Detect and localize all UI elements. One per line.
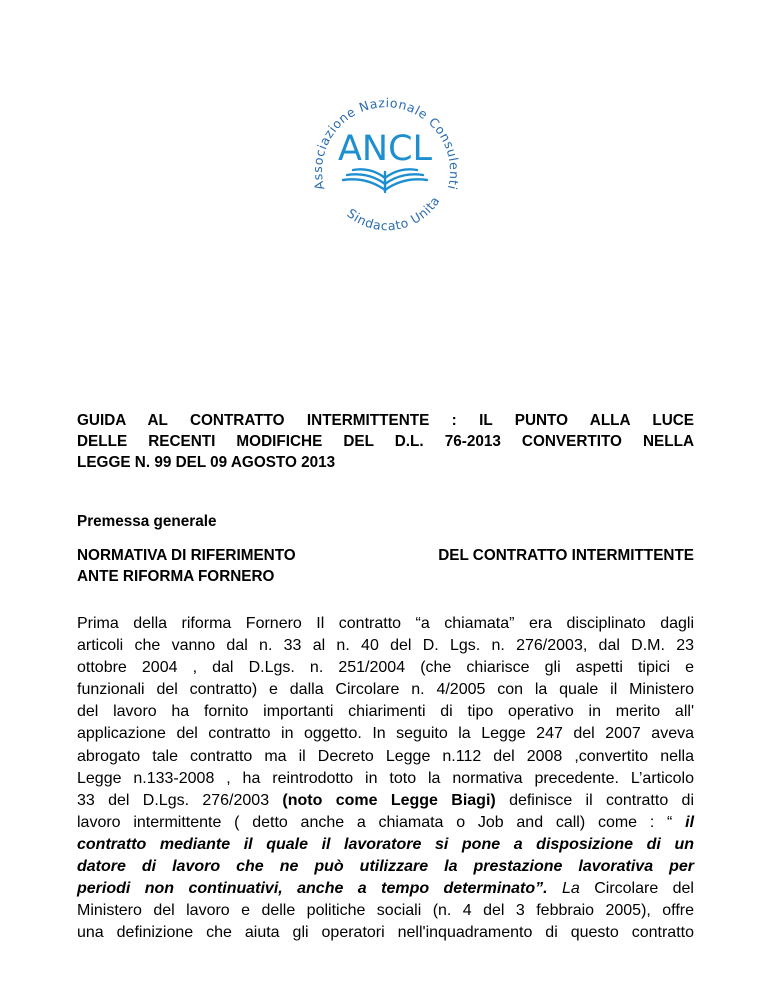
- book-icon: [343, 169, 427, 192]
- paragraph-text: definisce il contratto di: [509, 791, 694, 809]
- paragraph-line: del lavoro ha fornito importanti chiarimenti di tipo operativo in merito all': [77, 703, 694, 721]
- paragraph-line: Legge n.133-2008 , ha reintrodotto in toto la normativa precedente. L’articolo: [77, 769, 694, 787]
- paragraph-bold-italic-text: il: [685, 813, 695, 831]
- title-line: GUIDA AL CONTRATTO INTERMITTENTE : IL PUNTO ALLA LUCE: [77, 412, 694, 429]
- paragraph-line: articoli che vanno dal n. 33 al n. 40 del D. Lgs. n. 276/2003, dal D.M. 23: [77, 637, 694, 655]
- paragraph-line: Prima della riforma Fornero Il contratto “a chiamata” era disciplinato dagli: [77, 615, 694, 632]
- paragraph-line: Ministero del lavoro e delle politiche sociali (n. 4 del 3 febbraio 2005), offre: [77, 902, 694, 920]
- paragraph-line: ottobre 2004 , dal D.Lgs. n. 251/2004 (che chiarisce gli aspetti tipici e: [77, 659, 694, 677]
- title-line: LEGGE N. 99 DEL 09 AGOSTO 2013: [77, 454, 336, 471]
- paragraph-line: funzionali del contratto) e dalla Circolare n. 4/2005 con la quale il Ministero: [77, 681, 694, 699]
- paragraph-line: abrogato tale contratto ma il Decreto Legge n.112 del 2008 ,convertito nella: [77, 747, 694, 765]
- paragraph-italic-text: La: [561, 880, 580, 898]
- paragraph-line: applicazione del contratto in oggetto. In seguito la Legge 247 del 2007 aveva: [77, 725, 694, 743]
- paragraph-line: [77, 812, 694, 834]
- section-title: Premessa generale: [77, 513, 217, 530]
- paragraph-line: [77, 790, 694, 812]
- paragraph-line: [77, 878, 694, 900]
- paragraph-text: 33 del D.Lgs. 276/2003: [77, 791, 270, 809]
- paragraph-line: contratto mediante il quale il lavoratore si pone a disposizione di un: [77, 835, 694, 853]
- paragraph-text: lavoro intermittente ( detto anche a chiamata o Job and call) come : “: [77, 813, 673, 831]
- paragraph-line: datore di lavoro che ne può utilizzare la prestazione lavorativa per: [77, 858, 694, 876]
- document-title: [77, 410, 694, 473]
- subsection-title-left: NORMATIVA DI RIFERIMENTO: [77, 547, 296, 564]
- paragraph-bold-text: (noto come Legge Biagi): [282, 791, 496, 809]
- logo-ring-bottom-text: Sindacato Unita: [344, 193, 443, 234]
- ancl-logo: [297, 84, 472, 234]
- logo-ring-top-text: Associazione Nazionale Consulenti: [309, 95, 463, 192]
- subsection-title: [77, 545, 694, 587]
- subsection-title-right: DEL CONTRATTO INTERMITTENTE: [438, 547, 694, 564]
- body-paragraph: [77, 613, 694, 944]
- title-line: DELLE RECENTI MODIFICHE DEL D.L. 76-2013 CONVERTITO NELLA: [77, 433, 694, 450]
- paragraph-bold-italic-text: periodi non continuativi, anche a tempo determinato”.: [77, 880, 548, 898]
- subsection-title-line2: ANTE RIFORMA FORNERO: [77, 568, 275, 585]
- paragraph-line: una definizione che aiuta gli operatori nell'inquadramento di questo contratto: [77, 924, 694, 942]
- paragraph-text: Circolare del: [594, 880, 694, 898]
- logo-acronym: ANCL: [337, 129, 433, 169]
